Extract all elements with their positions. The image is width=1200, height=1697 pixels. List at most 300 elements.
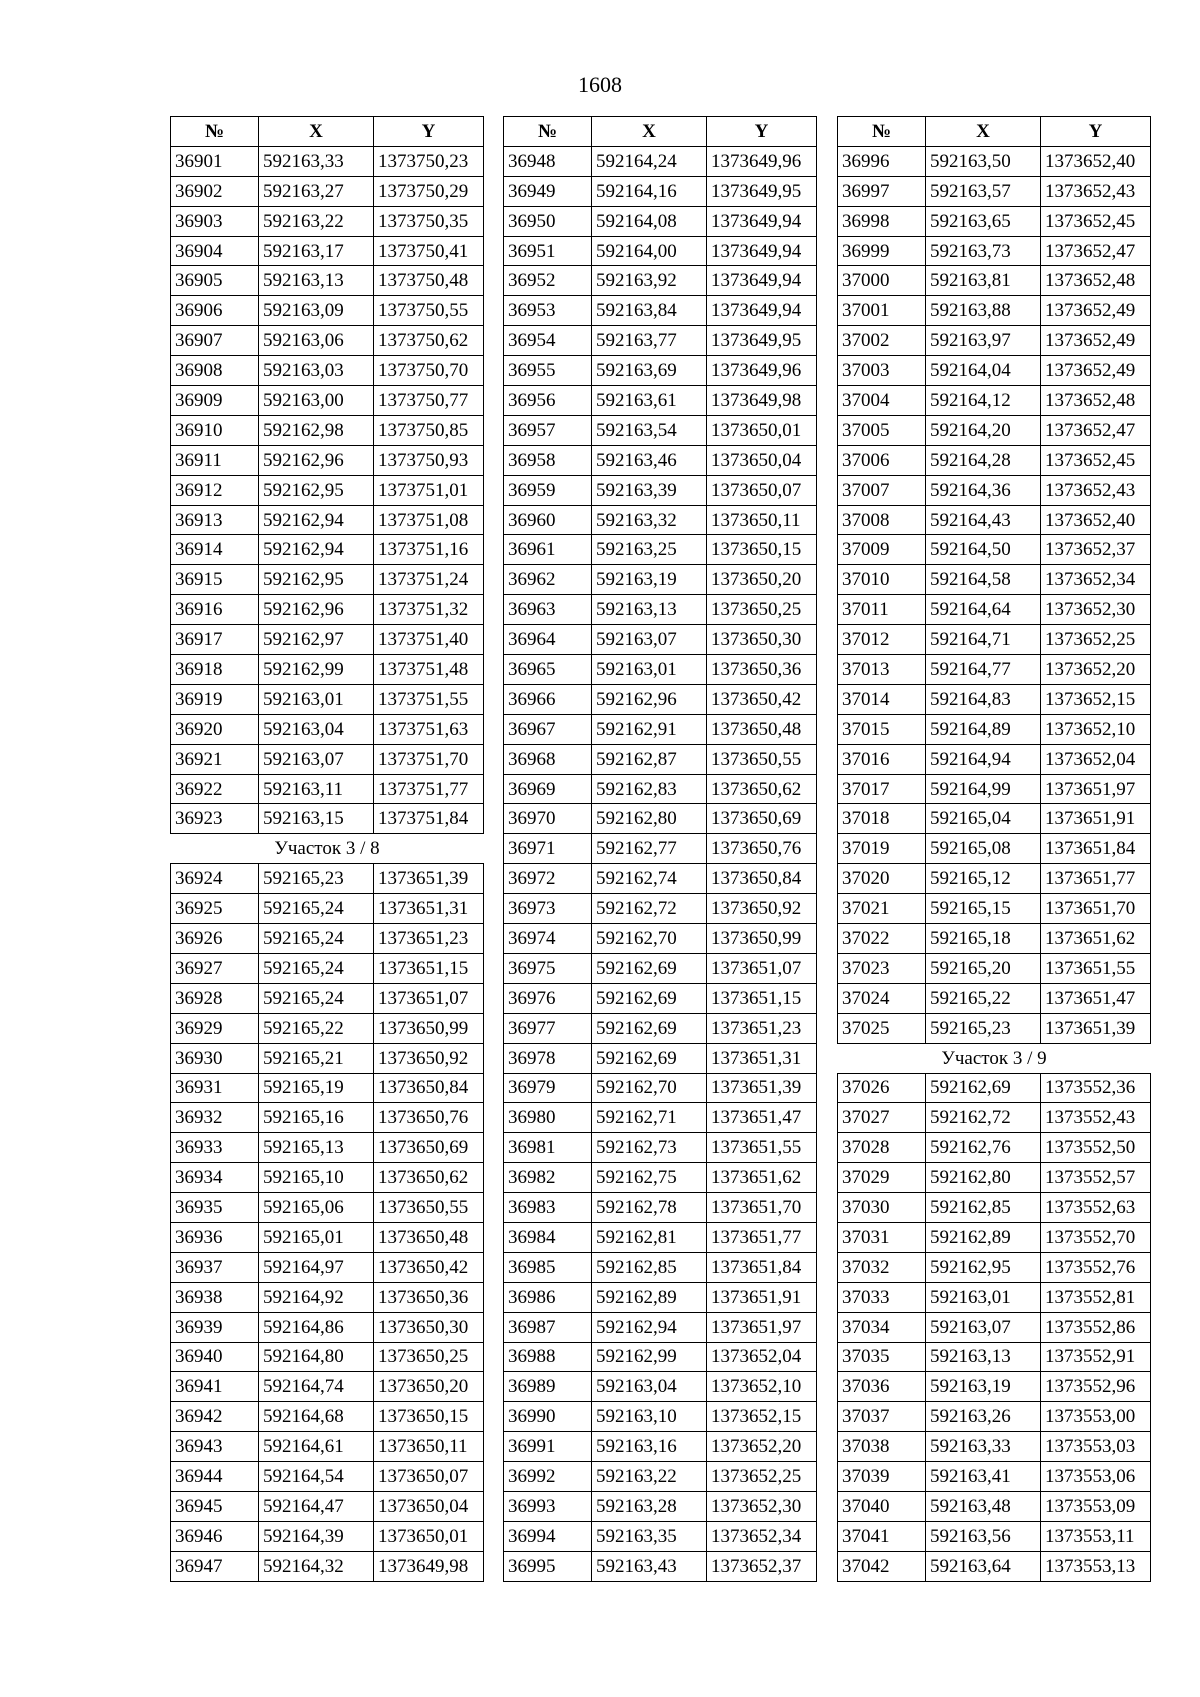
point-number-cell: 36917 bbox=[171, 625, 259, 655]
table-row bbox=[171, 625, 484, 655]
table-row bbox=[171, 953, 484, 983]
table-row bbox=[171, 804, 484, 834]
header-number: № bbox=[838, 117, 926, 147]
y-coordinate-cell: 1373650,76 bbox=[374, 1103, 484, 1133]
table-body bbox=[838, 146, 1151, 1581]
y-coordinate-cell: 1373649,98 bbox=[374, 1551, 484, 1581]
table-row bbox=[171, 146, 484, 176]
y-coordinate-cell: 1373651,77 bbox=[707, 1222, 817, 1252]
y-coordinate-cell: 1373650,62 bbox=[707, 774, 817, 804]
x-coordinate-cell: 592163,13 bbox=[259, 266, 374, 296]
x-coordinate-cell: 592164,39 bbox=[259, 1521, 374, 1551]
y-coordinate-cell: 1373652,25 bbox=[707, 1462, 817, 1492]
y-coordinate-cell: 1373553,09 bbox=[1041, 1491, 1151, 1521]
x-coordinate-cell: 592163,11 bbox=[259, 774, 374, 804]
table-row bbox=[838, 475, 1151, 505]
y-coordinate-cell: 1373650,84 bbox=[374, 1073, 484, 1103]
x-coordinate-cell: 592165,22 bbox=[259, 1013, 374, 1043]
table-row bbox=[838, 296, 1151, 326]
y-coordinate-cell: 1373650,15 bbox=[707, 535, 817, 565]
point-number-cell: 36928 bbox=[171, 983, 259, 1013]
y-coordinate-cell: 1373650,20 bbox=[374, 1372, 484, 1402]
x-coordinate-cell: 592162,72 bbox=[592, 894, 707, 924]
y-coordinate-cell: 1373651,39 bbox=[1041, 1013, 1151, 1043]
y-coordinate-cell: 1373650,30 bbox=[707, 625, 817, 655]
table-row bbox=[838, 535, 1151, 565]
point-number-cell: 36995 bbox=[504, 1551, 592, 1581]
point-number-cell: 36993 bbox=[504, 1491, 592, 1521]
y-coordinate-cell: 1373652,49 bbox=[1041, 296, 1151, 326]
x-coordinate-cell: 592164,00 bbox=[592, 236, 707, 266]
section-label: Участок 3 / 9 bbox=[838, 1043, 1151, 1073]
point-number-cell: 36920 bbox=[171, 714, 259, 744]
point-number-cell: 37007 bbox=[838, 475, 926, 505]
table-row bbox=[504, 1013, 817, 1043]
x-coordinate-cell: 592165,23 bbox=[926, 1013, 1041, 1043]
point-number-cell: 36979 bbox=[504, 1073, 592, 1103]
point-number-cell: 36983 bbox=[504, 1193, 592, 1223]
point-number-cell: 36985 bbox=[504, 1252, 592, 1282]
y-coordinate-cell: 1373649,94 bbox=[707, 296, 817, 326]
x-coordinate-cell: 592163,01 bbox=[259, 684, 374, 714]
header-y: Y bbox=[707, 117, 817, 147]
table-row bbox=[838, 326, 1151, 356]
x-coordinate-cell: 592165,22 bbox=[926, 983, 1041, 1013]
table-row bbox=[171, 1342, 484, 1372]
x-coordinate-cell: 592163,77 bbox=[592, 326, 707, 356]
y-coordinate-cell: 1373552,91 bbox=[1041, 1342, 1151, 1372]
table-row bbox=[171, 1402, 484, 1432]
x-coordinate-cell: 592163,46 bbox=[592, 445, 707, 475]
table-header-row bbox=[838, 117, 1151, 147]
point-number-cell: 37010 bbox=[838, 565, 926, 595]
x-coordinate-cell: 592164,68 bbox=[259, 1402, 374, 1432]
table-row bbox=[504, 445, 817, 475]
point-number-cell: 36926 bbox=[171, 924, 259, 954]
y-coordinate-cell: 1373651,70 bbox=[1041, 894, 1151, 924]
table-row bbox=[504, 983, 817, 1013]
table-row bbox=[171, 356, 484, 386]
x-coordinate-cell: 592162,77 bbox=[592, 834, 707, 864]
table-row bbox=[171, 924, 484, 954]
point-number-cell: 36906 bbox=[171, 296, 259, 326]
y-coordinate-cell: 1373651,31 bbox=[707, 1043, 817, 1073]
x-coordinate-cell: 592164,74 bbox=[259, 1372, 374, 1402]
y-coordinate-cell: 1373751,55 bbox=[374, 684, 484, 714]
y-coordinate-cell: 1373650,36 bbox=[707, 655, 817, 685]
x-coordinate-cell: 592162,80 bbox=[926, 1163, 1041, 1193]
y-coordinate-cell: 1373750,77 bbox=[374, 386, 484, 416]
x-coordinate-cell: 592165,13 bbox=[259, 1133, 374, 1163]
x-coordinate-cell: 592163,57 bbox=[926, 176, 1041, 206]
point-number-cell: 36916 bbox=[171, 595, 259, 625]
point-number-cell: 36953 bbox=[504, 296, 592, 326]
x-coordinate-cell: 592164,12 bbox=[926, 386, 1041, 416]
x-coordinate-cell: 592165,12 bbox=[926, 864, 1041, 894]
x-coordinate-cell: 592162,94 bbox=[259, 535, 374, 565]
table-row bbox=[171, 595, 484, 625]
y-coordinate-cell: 1373651,07 bbox=[374, 983, 484, 1013]
point-number-cell: 36956 bbox=[504, 386, 592, 416]
point-number-cell: 36968 bbox=[504, 744, 592, 774]
x-coordinate-cell: 592163,33 bbox=[259, 146, 374, 176]
table-row bbox=[504, 535, 817, 565]
table-row bbox=[838, 206, 1151, 236]
point-number-cell: 36936 bbox=[171, 1222, 259, 1252]
x-coordinate-cell: 592164,77 bbox=[926, 655, 1041, 685]
y-coordinate-cell: 1373650,07 bbox=[374, 1462, 484, 1492]
y-coordinate-cell: 1373553,06 bbox=[1041, 1462, 1151, 1492]
table-row bbox=[504, 386, 817, 416]
x-coordinate-cell: 592163,48 bbox=[926, 1491, 1041, 1521]
point-number-cell: 36963 bbox=[504, 595, 592, 625]
point-number-cell: 36904 bbox=[171, 236, 259, 266]
point-number-cell: 37020 bbox=[838, 864, 926, 894]
x-coordinate-cell: 592165,08 bbox=[926, 834, 1041, 864]
x-coordinate-cell: 592164,71 bbox=[926, 625, 1041, 655]
y-coordinate-cell: 1373650,92 bbox=[374, 1043, 484, 1073]
table-row bbox=[838, 924, 1151, 954]
x-coordinate-cell: 592163,73 bbox=[926, 236, 1041, 266]
y-coordinate-cell: 1373649,95 bbox=[707, 326, 817, 356]
table-row bbox=[504, 146, 817, 176]
point-number-cell: 36957 bbox=[504, 415, 592, 445]
y-coordinate-cell: 1373651,23 bbox=[374, 924, 484, 954]
table-row bbox=[504, 1342, 817, 1372]
table-row bbox=[171, 475, 484, 505]
point-number-cell: 36912 bbox=[171, 475, 259, 505]
x-coordinate-cell: 592162,70 bbox=[592, 924, 707, 954]
x-coordinate-cell: 592163,01 bbox=[926, 1282, 1041, 1312]
y-coordinate-cell: 1373652,43 bbox=[1041, 176, 1151, 206]
y-coordinate-cell: 1373650,99 bbox=[707, 924, 817, 954]
table-row bbox=[838, 1491, 1151, 1521]
y-coordinate-cell: 1373651,15 bbox=[374, 953, 484, 983]
y-coordinate-cell: 1373652,49 bbox=[1041, 356, 1151, 386]
page-number: 1608 bbox=[578, 72, 622, 97]
table-row bbox=[171, 1193, 484, 1223]
point-number-cell: 36933 bbox=[171, 1133, 259, 1163]
table-row bbox=[171, 1222, 484, 1252]
y-coordinate-cell: 1373552,86 bbox=[1041, 1312, 1151, 1342]
x-coordinate-cell: 592162,95 bbox=[259, 565, 374, 595]
y-coordinate-cell: 1373552,43 bbox=[1041, 1103, 1151, 1133]
x-coordinate-cell: 592162,96 bbox=[592, 684, 707, 714]
y-coordinate-cell: 1373552,96 bbox=[1041, 1372, 1151, 1402]
table-row bbox=[504, 774, 817, 804]
y-coordinate-cell: 1373552,81 bbox=[1041, 1282, 1151, 1312]
x-coordinate-cell: 592164,61 bbox=[259, 1432, 374, 1462]
point-number-cell: 36965 bbox=[504, 655, 592, 685]
point-number-cell: 36946 bbox=[171, 1521, 259, 1551]
table-row bbox=[504, 1491, 817, 1521]
x-coordinate-cell: 592162,99 bbox=[592, 1342, 707, 1372]
point-number-cell: 36903 bbox=[171, 206, 259, 236]
table-row bbox=[504, 356, 817, 386]
x-coordinate-cell: 592163,07 bbox=[926, 1312, 1041, 1342]
x-coordinate-cell: 592165,24 bbox=[259, 983, 374, 1013]
point-number-cell: 36947 bbox=[171, 1551, 259, 1581]
x-coordinate-cell: 592162,72 bbox=[926, 1103, 1041, 1133]
table-row bbox=[171, 236, 484, 266]
x-coordinate-cell: 592164,24 bbox=[592, 146, 707, 176]
table-row bbox=[171, 1073, 484, 1103]
y-coordinate-cell: 1373651,47 bbox=[1041, 983, 1151, 1013]
y-coordinate-cell: 1373651,47 bbox=[707, 1103, 817, 1133]
section-row bbox=[171, 834, 484, 864]
x-coordinate-cell: 592163,41 bbox=[926, 1462, 1041, 1492]
y-coordinate-cell: 1373651,55 bbox=[1041, 953, 1151, 983]
x-coordinate-cell: 592163,19 bbox=[592, 565, 707, 595]
table-row bbox=[504, 894, 817, 924]
y-coordinate-cell: 1373651,84 bbox=[1041, 834, 1151, 864]
x-coordinate-cell: 592163,16 bbox=[592, 1432, 707, 1462]
y-coordinate-cell: 1373652,04 bbox=[1041, 744, 1151, 774]
table-row bbox=[838, 236, 1151, 266]
x-coordinate-cell: 592165,16 bbox=[259, 1103, 374, 1133]
table-row bbox=[504, 804, 817, 834]
x-coordinate-cell: 592162,69 bbox=[592, 953, 707, 983]
point-number-cell: 36924 bbox=[171, 864, 259, 894]
point-number-cell: 36913 bbox=[171, 505, 259, 535]
y-coordinate-cell: 1373649,96 bbox=[707, 356, 817, 386]
point-number-cell: 36991 bbox=[504, 1432, 592, 1462]
y-coordinate-cell: 1373650,55 bbox=[374, 1193, 484, 1223]
y-coordinate-cell: 1373652,40 bbox=[1041, 505, 1151, 535]
y-coordinate-cell: 1373750,41 bbox=[374, 236, 484, 266]
y-coordinate-cell: 1373553,00 bbox=[1041, 1402, 1151, 1432]
y-coordinate-cell: 1373552,50 bbox=[1041, 1133, 1151, 1163]
point-number-cell: 37031 bbox=[838, 1222, 926, 1252]
point-number-cell: 36992 bbox=[504, 1462, 592, 1492]
point-number-cell: 36935 bbox=[171, 1193, 259, 1223]
y-coordinate-cell: 1373651,62 bbox=[707, 1163, 817, 1193]
table-row bbox=[838, 655, 1151, 685]
y-coordinate-cell: 1373652,10 bbox=[707, 1372, 817, 1402]
coordinate-table-2 bbox=[503, 116, 817, 1582]
header-y: Y bbox=[374, 117, 484, 147]
point-number-cell: 36973 bbox=[504, 894, 592, 924]
x-coordinate-cell: 592163,56 bbox=[926, 1521, 1041, 1551]
table-row bbox=[504, 595, 817, 625]
table-row bbox=[171, 774, 484, 804]
y-coordinate-cell: 1373750,23 bbox=[374, 146, 484, 176]
y-coordinate-cell: 1373651,97 bbox=[1041, 774, 1151, 804]
point-number-cell: 36951 bbox=[504, 236, 592, 266]
point-number-cell: 37009 bbox=[838, 535, 926, 565]
y-coordinate-cell: 1373649,98 bbox=[707, 386, 817, 416]
point-number-cell: 36970 bbox=[504, 804, 592, 834]
point-number-cell: 36943 bbox=[171, 1432, 259, 1462]
header-y: Y bbox=[1041, 117, 1151, 147]
x-coordinate-cell: 592165,24 bbox=[259, 924, 374, 954]
x-coordinate-cell: 592164,28 bbox=[926, 445, 1041, 475]
point-number-cell: 36927 bbox=[171, 953, 259, 983]
point-number-cell: 37000 bbox=[838, 266, 926, 296]
point-number-cell: 36929 bbox=[171, 1013, 259, 1043]
table-row bbox=[504, 864, 817, 894]
x-coordinate-cell: 592164,54 bbox=[259, 1462, 374, 1492]
table-row bbox=[838, 445, 1151, 475]
point-number-cell: 36910 bbox=[171, 415, 259, 445]
table-row bbox=[838, 505, 1151, 535]
table-row bbox=[504, 714, 817, 744]
table-row bbox=[504, 505, 817, 535]
table-row bbox=[171, 1133, 484, 1163]
y-coordinate-cell: 1373751,63 bbox=[374, 714, 484, 744]
table-row bbox=[838, 1193, 1151, 1223]
x-coordinate-cell: 592164,83 bbox=[926, 684, 1041, 714]
table-row bbox=[838, 386, 1151, 416]
x-coordinate-cell: 592162,85 bbox=[926, 1193, 1041, 1223]
point-number-cell: 36978 bbox=[504, 1043, 592, 1073]
table-row bbox=[171, 1103, 484, 1133]
point-number-cell: 36954 bbox=[504, 326, 592, 356]
table-row bbox=[504, 1252, 817, 1282]
y-coordinate-cell: 1373652,37 bbox=[707, 1551, 817, 1581]
x-coordinate-cell: 592165,21 bbox=[259, 1043, 374, 1073]
x-coordinate-cell: 592162,95 bbox=[926, 1252, 1041, 1282]
point-number-cell: 36960 bbox=[504, 505, 592, 535]
y-coordinate-cell: 1373553,03 bbox=[1041, 1432, 1151, 1462]
table-row bbox=[504, 565, 817, 595]
x-coordinate-cell: 592163,97 bbox=[926, 326, 1041, 356]
table-row bbox=[171, 565, 484, 595]
point-number-cell: 37041 bbox=[838, 1521, 926, 1551]
point-number-cell: 36952 bbox=[504, 266, 592, 296]
point-number-cell: 36911 bbox=[171, 445, 259, 475]
table-row bbox=[838, 625, 1151, 655]
point-number-cell: 36998 bbox=[838, 206, 926, 236]
point-number-cell: 37027 bbox=[838, 1103, 926, 1133]
x-coordinate-cell: 592162,78 bbox=[592, 1193, 707, 1223]
y-coordinate-cell: 1373652,34 bbox=[707, 1521, 817, 1551]
point-number-cell: 37002 bbox=[838, 326, 926, 356]
table-row bbox=[504, 1282, 817, 1312]
point-number-cell: 36921 bbox=[171, 744, 259, 774]
table-row bbox=[504, 236, 817, 266]
x-coordinate-cell: 592162,69 bbox=[592, 1043, 707, 1073]
y-coordinate-cell: 1373652,49 bbox=[1041, 326, 1151, 356]
x-coordinate-cell: 592163,88 bbox=[926, 296, 1041, 326]
point-number-cell: 36990 bbox=[504, 1402, 592, 1432]
x-coordinate-cell: 592162,91 bbox=[592, 714, 707, 744]
table-row bbox=[838, 864, 1151, 894]
point-number-cell: 37021 bbox=[838, 894, 926, 924]
y-coordinate-cell: 1373651,07 bbox=[707, 953, 817, 983]
point-number-cell: 37012 bbox=[838, 625, 926, 655]
x-coordinate-cell: 592163,39 bbox=[592, 475, 707, 505]
y-coordinate-cell: 1373652,37 bbox=[1041, 535, 1151, 565]
y-coordinate-cell: 1373751,70 bbox=[374, 744, 484, 774]
y-coordinate-cell: 1373650,11 bbox=[707, 505, 817, 535]
x-coordinate-cell: 592162,99 bbox=[259, 655, 374, 685]
y-coordinate-cell: 1373650,04 bbox=[707, 445, 817, 475]
y-coordinate-cell: 1373751,01 bbox=[374, 475, 484, 505]
point-number-cell: 36972 bbox=[504, 864, 592, 894]
table-row bbox=[171, 266, 484, 296]
y-coordinate-cell: 1373650,69 bbox=[707, 804, 817, 834]
table-row bbox=[838, 565, 1151, 595]
y-coordinate-cell: 1373751,48 bbox=[374, 655, 484, 685]
point-number-cell: 37029 bbox=[838, 1163, 926, 1193]
point-number-cell: 36909 bbox=[171, 386, 259, 416]
table-row bbox=[504, 1521, 817, 1551]
table-row bbox=[171, 983, 484, 1013]
x-coordinate-cell: 592165,19 bbox=[259, 1073, 374, 1103]
point-number-cell: 37018 bbox=[838, 804, 926, 834]
y-coordinate-cell: 1373751,77 bbox=[374, 774, 484, 804]
y-coordinate-cell: 1373650,48 bbox=[707, 714, 817, 744]
x-coordinate-cell: 592163,04 bbox=[259, 714, 374, 744]
x-coordinate-cell: 592162,89 bbox=[926, 1222, 1041, 1252]
y-coordinate-cell: 1373650,01 bbox=[707, 415, 817, 445]
x-coordinate-cell: 592163,13 bbox=[592, 595, 707, 625]
table-row bbox=[838, 1402, 1151, 1432]
y-coordinate-cell: 1373651,70 bbox=[707, 1193, 817, 1223]
point-number-cell: 36975 bbox=[504, 953, 592, 983]
table-row bbox=[838, 176, 1151, 206]
table-row bbox=[504, 625, 817, 655]
table-row bbox=[171, 176, 484, 206]
y-coordinate-cell: 1373751,84 bbox=[374, 804, 484, 834]
table-row bbox=[838, 774, 1151, 804]
y-coordinate-cell: 1373651,77 bbox=[1041, 864, 1151, 894]
x-coordinate-cell: 592164,97 bbox=[259, 1252, 374, 1282]
x-coordinate-cell: 592163,50 bbox=[926, 146, 1041, 176]
y-coordinate-cell: 1373651,62 bbox=[1041, 924, 1151, 954]
y-coordinate-cell: 1373751,24 bbox=[374, 565, 484, 595]
y-coordinate-cell: 1373651,91 bbox=[707, 1282, 817, 1312]
table-row bbox=[171, 386, 484, 416]
x-coordinate-cell: 592164,20 bbox=[926, 415, 1041, 445]
table-row bbox=[504, 1073, 817, 1103]
table-row bbox=[838, 146, 1151, 176]
table-row bbox=[171, 1163, 484, 1193]
point-number-cell: 36923 bbox=[171, 804, 259, 834]
point-number-cell: 37006 bbox=[838, 445, 926, 475]
y-coordinate-cell: 1373651,55 bbox=[707, 1133, 817, 1163]
x-coordinate-cell: 592165,24 bbox=[259, 894, 374, 924]
point-number-cell: 36919 bbox=[171, 684, 259, 714]
header-number: № bbox=[171, 117, 259, 147]
point-number-cell: 37035 bbox=[838, 1342, 926, 1372]
point-number-cell: 36994 bbox=[504, 1521, 592, 1551]
table-row bbox=[171, 1521, 484, 1551]
table-row bbox=[504, 1163, 817, 1193]
table-row bbox=[838, 714, 1151, 744]
x-coordinate-cell: 592164,43 bbox=[926, 505, 1041, 535]
table-row bbox=[171, 296, 484, 326]
table-row bbox=[171, 1312, 484, 1342]
x-coordinate-cell: 592162,71 bbox=[592, 1103, 707, 1133]
x-coordinate-cell: 592164,47 bbox=[259, 1491, 374, 1521]
point-number-cell: 36981 bbox=[504, 1133, 592, 1163]
table-row bbox=[838, 684, 1151, 714]
x-coordinate-cell: 592163,03 bbox=[259, 356, 374, 386]
x-coordinate-cell: 592163,07 bbox=[259, 744, 374, 774]
point-number-cell: 36902 bbox=[171, 176, 259, 206]
y-coordinate-cell: 1373750,70 bbox=[374, 356, 484, 386]
table-row bbox=[838, 1252, 1151, 1282]
point-number-cell: 36996 bbox=[838, 146, 926, 176]
table-row bbox=[504, 1551, 817, 1581]
point-number-cell: 36982 bbox=[504, 1163, 592, 1193]
x-coordinate-cell: 592163,17 bbox=[259, 236, 374, 266]
point-number-cell: 36967 bbox=[504, 714, 592, 744]
x-coordinate-cell: 592164,50 bbox=[926, 535, 1041, 565]
point-number-cell: 36988 bbox=[504, 1342, 592, 1372]
